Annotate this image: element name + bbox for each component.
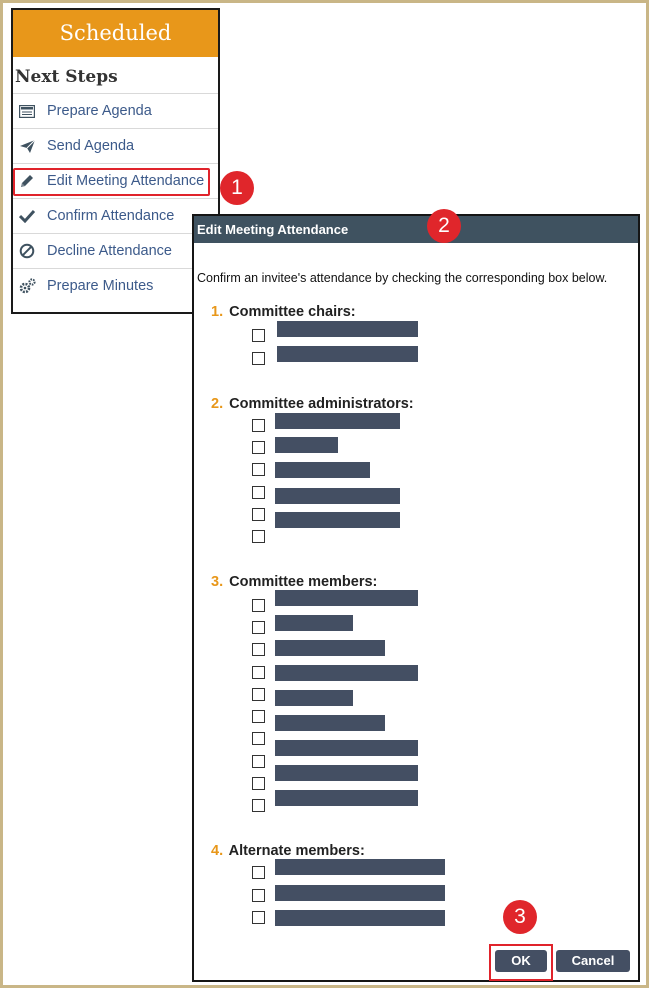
- group-number: 1.: [211, 304, 224, 320]
- invitee-checkbox[interactable]: [252, 866, 265, 879]
- gears-icon: [17, 276, 37, 296]
- invitee-checkbox[interactable]: [252, 352, 265, 365]
- step-prepare-agenda[interactable]: [13, 93, 218, 128]
- status-banner: Scheduled: [13, 10, 218, 57]
- redacted-invitee-name: [275, 690, 353, 706]
- agenda-icon: [17, 101, 37, 121]
- invitee-checkbox[interactable]: [252, 799, 265, 812]
- callout-1: 1: [220, 171, 254, 205]
- redacted-invitee-name: [275, 740, 418, 756]
- next-steps-heading: Next Steps: [15, 67, 118, 87]
- step-decline-attendance[interactable]: [13, 233, 218, 268]
- step-send-agenda[interactable]: [13, 128, 218, 163]
- group-committee-members: [211, 574, 377, 590]
- invitee-checkbox[interactable]: [252, 777, 265, 790]
- group-number: 4.: [211, 843, 224, 859]
- redacted-invitee-name: [275, 437, 338, 453]
- invitee-checkbox[interactable]: [252, 441, 265, 454]
- redacted-invitee-name: [275, 790, 418, 806]
- step-edit-meeting-attendance[interactable]: [13, 163, 218, 198]
- invitee-checkbox[interactable]: [252, 643, 265, 656]
- redacted-invitee-name: [275, 462, 370, 478]
- invitee-checkbox[interactable]: [252, 419, 265, 432]
- checkmark-icon: [17, 206, 37, 226]
- group-number: 3.: [211, 574, 224, 590]
- redacted-invitee-name: [277, 346, 418, 362]
- invitee-checkbox[interactable]: [252, 599, 265, 612]
- ok-button[interactable]: OK: [495, 950, 547, 972]
- redacted-invitee-name: [275, 590, 418, 606]
- invitee-checkbox[interactable]: [252, 621, 265, 634]
- redacted-invitee-name: [277, 321, 418, 337]
- step-label: Decline Attendance: [47, 243, 172, 259]
- step-label: Confirm Attendance: [47, 208, 175, 224]
- invitee-checkbox[interactable]: [252, 732, 265, 745]
- redacted-invitee-name: [275, 640, 385, 656]
- invitee-checkbox[interactable]: [252, 486, 265, 499]
- cancel-button[interactable]: Cancel: [556, 950, 630, 972]
- invitee-checkbox[interactable]: [252, 329, 265, 342]
- group-title-text: Committee members:: [229, 574, 378, 590]
- group-committee-administrators: [211, 396, 414, 412]
- paper-plane-icon: [17, 136, 37, 156]
- invitee-checkbox[interactable]: [252, 463, 265, 476]
- group-number: 2.: [211, 396, 224, 412]
- invitee-checkbox[interactable]: [252, 666, 265, 679]
- invitee-checkbox[interactable]: [252, 911, 265, 924]
- redacted-invitee-name: [275, 665, 418, 681]
- group-committee-chairs: [211, 304, 356, 320]
- redacted-invitee-name: [275, 488, 400, 504]
- callout-3: 3: [503, 900, 537, 934]
- invitee-checkbox[interactable]: [252, 889, 265, 902]
- step-confirm-attendance[interactable]: [13, 198, 218, 233]
- dialog-instructions: Confirm an invitee's attendance by checking the corresponding box below.: [197, 271, 608, 285]
- step-label: Edit Meeting Attendance: [47, 173, 205, 189]
- redacted-invitee-name: [275, 885, 445, 901]
- redacted-invitee-name: [275, 715, 385, 731]
- group-alternate-members: [211, 843, 365, 859]
- invitee-checkbox[interactable]: [252, 755, 265, 768]
- invitee-checkbox[interactable]: [252, 710, 265, 723]
- callout-2: 2: [427, 209, 461, 243]
- redacted-invitee-name: [275, 910, 445, 926]
- invitee-checkbox[interactable]: [252, 688, 265, 701]
- redacted-invitee-name: [275, 765, 418, 781]
- step-prepare-minutes[interactable]: [13, 268, 218, 303]
- group-title-text: Committee administrators:: [229, 396, 414, 412]
- invitee-checkbox[interactable]: [252, 530, 265, 543]
- redacted-invitee-name: [275, 413, 400, 429]
- dialog-title: Edit Meeting Attendance: [194, 216, 638, 243]
- group-title-text: Committee chairs:: [229, 304, 356, 320]
- redacted-invitee-name: [275, 512, 400, 528]
- highlight-box: [13, 168, 210, 196]
- next-steps-panel: [11, 8, 220, 314]
- step-label: Prepare Minutes: [47, 278, 154, 294]
- redacted-invitee-name: [275, 615, 353, 631]
- redacted-invitee-name: [275, 859, 445, 875]
- edit-attendance-dialog: [192, 214, 640, 982]
- group-title-text: Alternate members:: [228, 843, 365, 859]
- invitee-checkbox[interactable]: [252, 508, 265, 521]
- step-label: Prepare Agenda: [47, 103, 152, 119]
- step-label: Send Agenda: [47, 138, 135, 154]
- prohibited-icon: [17, 241, 37, 261]
